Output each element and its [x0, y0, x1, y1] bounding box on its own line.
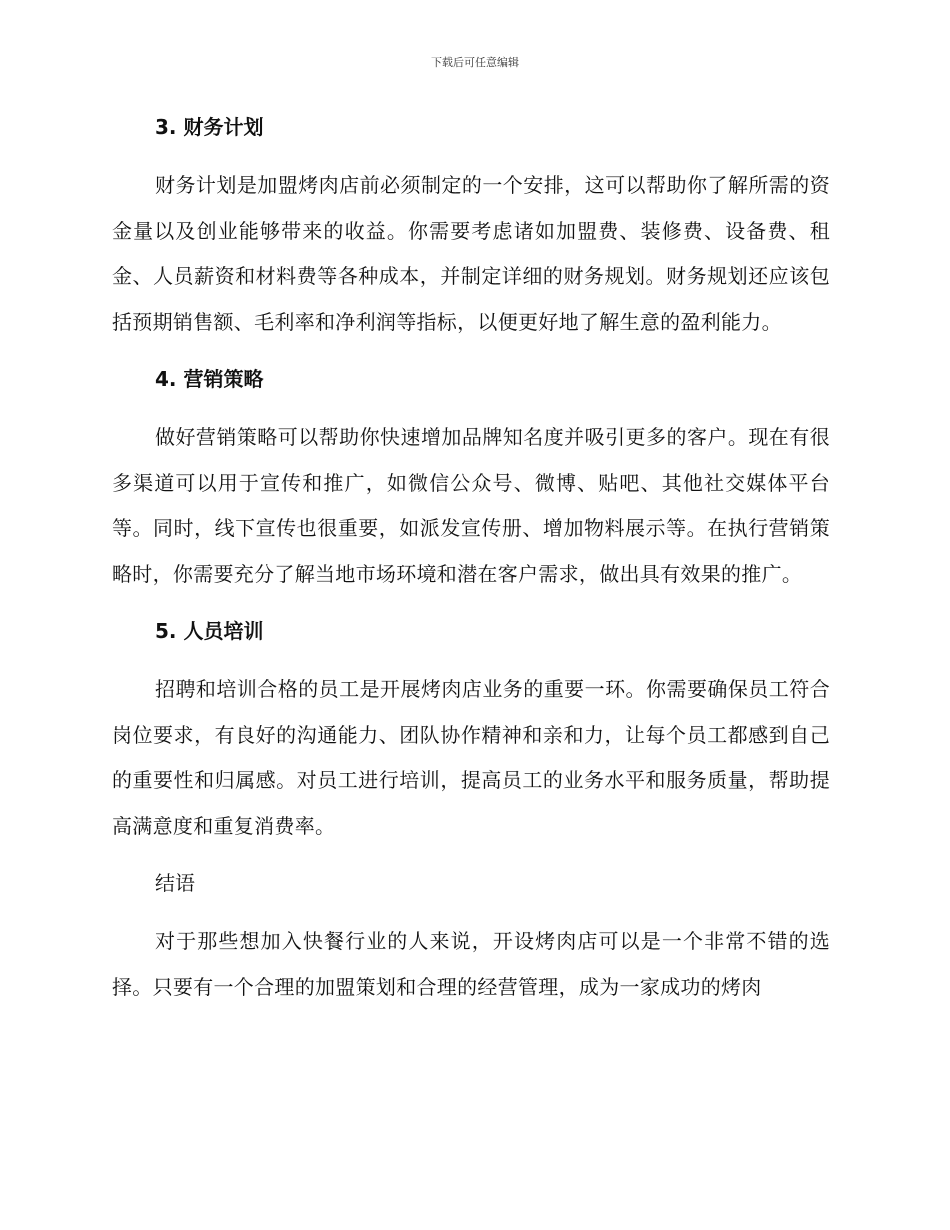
document-body [112, 112, 830, 1010]
conclusion-label: 结语 [155, 871, 195, 895]
section-heading-staff-training: 5. 人员培训 [155, 619, 264, 643]
section-heading-financial-plan: 3. 财务计划 [155, 115, 264, 139]
section-paragraph-financial-plan: 财务计划是加盟烤肉店前必须制定的一个安排，这可以帮助你了解所需的资金量以及创业能够带来的收益。你需要考虑诸如加盟费、装修费、设备费、租金、人员薪资和材料费等各种成本，并制定详细的财务规划。财务规划还应该包括预期销售额、毛利率和净利润等指标，以便更好地了解生意的盈利能力。 [112, 173, 830, 334]
section-heading-marketing-strategy: 4. 营销策略 [155, 367, 264, 391]
section-paragraph-staff-training: 招聘和培训合格的员工是开展烤肉店业务的重要一环。你需要确保员工符合岗位要求，有良好的沟通能力、团队协作精神和亲和力，让每个员工都感到自己的重要性和归属感。对员工进行培训，提高员工的业务水平和服务质量，帮助提高满意度和重复消费率。 [112, 677, 830, 838]
page-header: 下载后可任意编辑 [431, 56, 519, 69]
section-paragraph-marketing-strategy: 做好营销策略可以帮助你快速增加品牌知名度并吸引更多的客户。现在有很多渠道可以用于宣传和推广，如微信公众号、微博、贴吧、其他社交媒体平台等。同时，线下宣传也很重要，如派发宣传册、增加物料展示等。在执行营销策略时，你需要充分了解当地市场环境和潜在客户需求，做出具有效果的推广。 [112, 425, 830, 586]
conclusion-paragraph: 对于那些想加入快餐行业的人来说，开设烤肉店可以是一个非常不错的选择。只要有一个合理的加盟策划和合理的经营管理，成为一家成功的烤肉 [112, 929, 830, 999]
